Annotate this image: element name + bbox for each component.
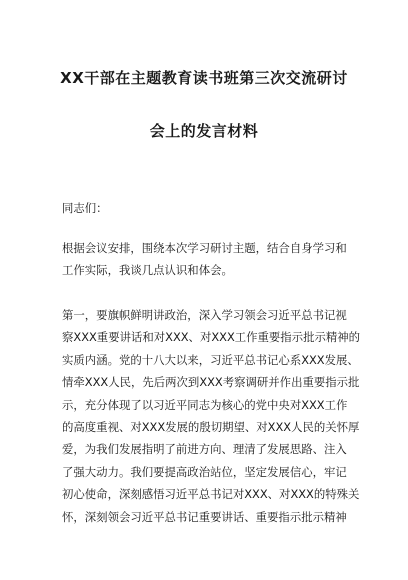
paragraph-2 xyxy=(62,304,362,528)
paragraph-line: 根据会议安排，围绕本次学习研讨主题，结合自身学习和 xyxy=(62,241,347,255)
document-title-line-2: 会上的发言材料 xyxy=(149,122,259,140)
paragraph-line: 爱，为我们发展指明了前进方向、理清了发展思路、注入 xyxy=(62,442,347,457)
paragraph-line: 的高度重视、对XXX发展的殷切期望、对XXX人民的关怀厚 xyxy=(62,419,360,434)
document-title-line-1: XX干部在主题教育读书班第三次交流研讨 xyxy=(60,69,348,87)
paragraph-line: 示，充分体现了以习近平同志为核心的党中央对XXX工作 xyxy=(62,397,348,412)
paragraph-line: 怀，深刻领会习近平总书记重要讲话、重要指示批示精神 xyxy=(62,509,347,524)
paragraph-line: 第一，要旗帜鲜明讲政治，深入学习领会习近平总书记视 xyxy=(62,308,347,322)
greeting: 同志们： xyxy=(62,201,108,215)
paragraph-line: 了强大动力。我们要提高政治站位，坚定发展信心，牢记 xyxy=(62,464,347,479)
paragraph-line: 工作实际，我谈几点认识和体会。 xyxy=(62,263,233,278)
paragraph-line: 初心使命，深刻感悟习近平总书记对XXX、对XXX的特殊关 xyxy=(62,487,360,502)
paragraph-line: 察XXX重要讲话和对XXX、对XXX工作重要指示批示精神的 xyxy=(62,330,361,345)
paragraph-1 xyxy=(62,237,362,282)
paragraph-line: 情牵XXX人民，先后两次到XXX考察调研并作出重要指示批 xyxy=(62,375,360,390)
paragraph-line: 实质内涵。党的十八大以来，习近平总书记心系XXX发展、 xyxy=(62,352,359,367)
